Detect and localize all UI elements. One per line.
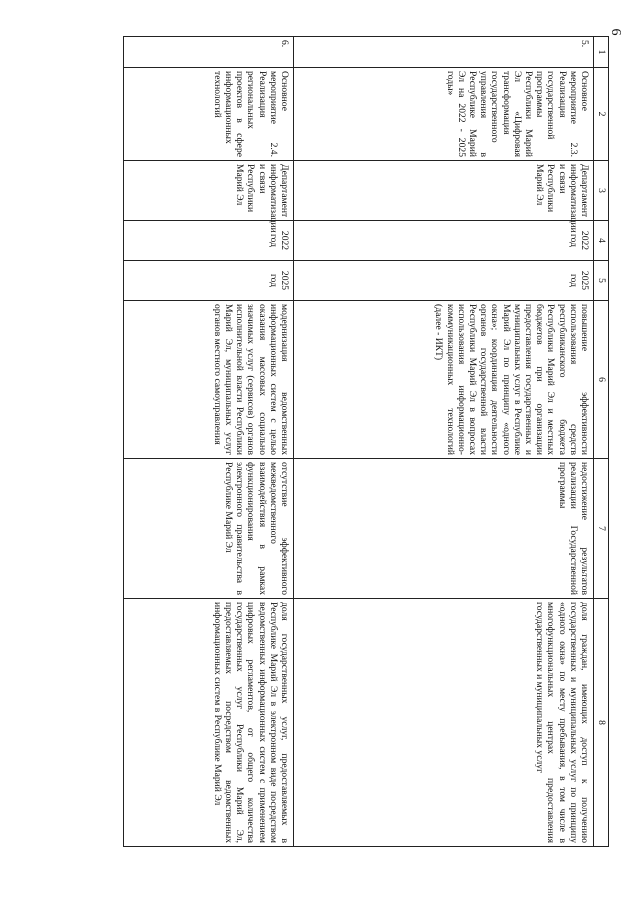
table-row [124, 37, 294, 847]
expected-result: повышение эффективности использования средств республиканского бюджета Республики Марий Эл и местных бюджетов при организации предоставления государственных и муниципальных услуг в Республике Марий Эл по принципу «одного окна»; координация деятельности органов государственной власти Республики Марий Эл в вопросах использования информационно-коммуникационных технологий (далее - ИКТ) [294, 301, 594, 459]
expected-result: модернизация ведомственных информационных систем с целью оказания массовых социально значимых услуг (сервисов) органов исполнительной власти Республики Марий Эл, муниципальных услуг органов местного самоуправления [124, 301, 294, 459]
related-indicator: доля государственных услуг, предоставляемых в Республике Марий Эл в электронном виде посредством ведомственных информационных систем с применением цифровых регламентов, от общего количества государственных услуг Республики Марий Эл, предоставляемых посредством ведомственных информационных систем в Республике Марий Эл [124, 599, 294, 847]
non-implementation-consequences: недостижение результатов реализации Государственной программы [294, 459, 594, 599]
column-number: 8 [594, 599, 609, 847]
rotated-page-content [125, 36, 609, 846]
non-implementation-consequences: отсутствие эффективного межведомственного взаимодействия в рамках функционирования электронного правительства в Республике Марий Эл [124, 459, 294, 599]
column-number-row [594, 37, 609, 847]
measure-name: Основное мероприятие 2.4. Реализация региональных проектов в сфере информационных технологий [124, 68, 294, 161]
column-number: 5 [594, 261, 609, 301]
table-row [294, 37, 594, 847]
end-year: 2025 год [294, 261, 594, 301]
measure-name: Основное мероприятие 2.3. Реализация государственной программы Республики Марий Эл «Цифровая трансформация государственного управления в Республике Марий Эл на 2022 - 2025 годы» [294, 68, 594, 161]
page-number: 6 [608, 28, 623, 36]
column-number: 7 [594, 459, 609, 599]
end-year: 2025 год [124, 261, 294, 301]
column-number: 1 [594, 37, 609, 68]
row-number: 5. [294, 37, 594, 68]
column-number: 4 [594, 221, 609, 261]
column-number: 3 [594, 161, 609, 221]
responsible-executor: Департамент информатизации и связи Республики Марий Эл [124, 161, 294, 221]
start-year: 2022 год [124, 221, 294, 261]
column-number: 2 [594, 68, 609, 161]
column-number: 6 [594, 301, 609, 459]
responsible-executor: Департамент информатизации и связи Республики Марий Эл [294, 161, 594, 221]
start-year: 2022 год [294, 221, 594, 261]
row-number: 6. [124, 37, 294, 68]
related-indicator: доля граждан, имеющих доступ к получению государственных и муниципальных услуг по принципу «одного окна» по месту пребывания, в том числе в многофункциональных центрах предоставления государственных и муниципальных услуг [294, 599, 594, 847]
measures-table [123, 36, 609, 847]
